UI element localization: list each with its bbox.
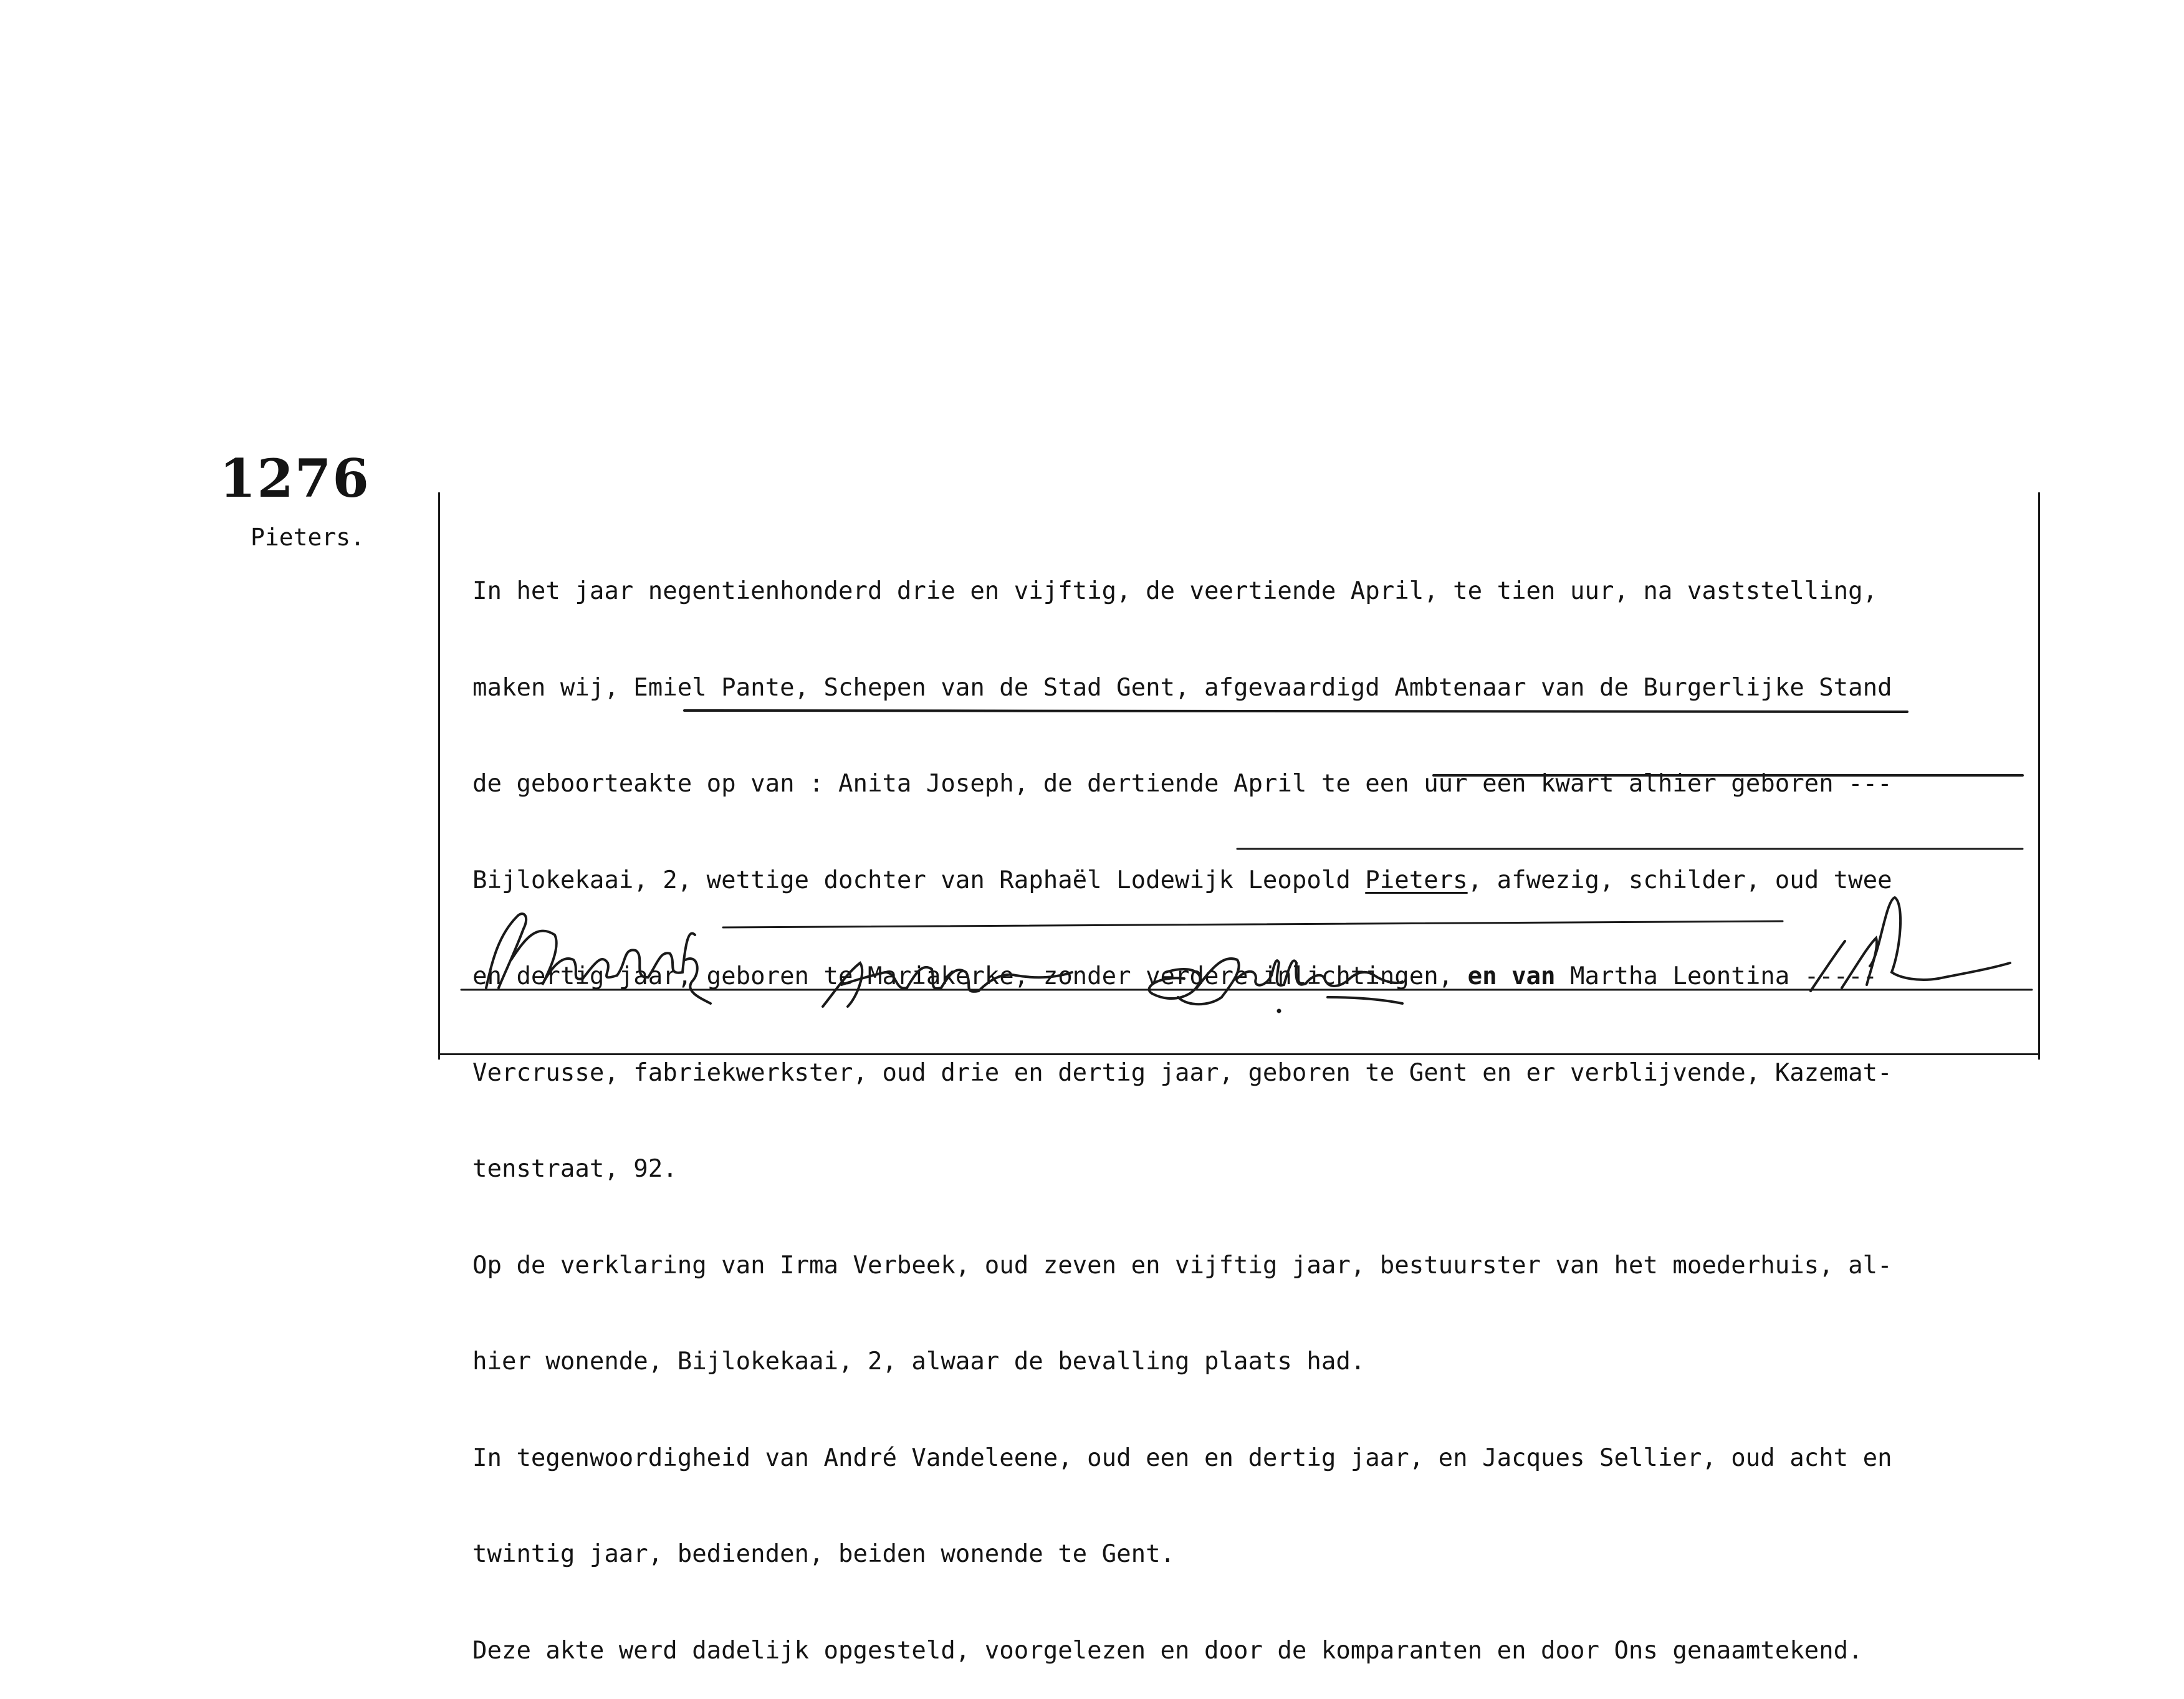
underlined-surname: Pieters	[1365, 866, 1468, 894]
text-line: maken wij, Emiel Pante, Schepen van de Stad Gent, afgevaardigd Ambtenaar van de Burgerlijke Stand	[472, 673, 1892, 702]
text-line: Vercrusse, fabriekwerkster, oud drie en dertig jaar, geboren te Gent en er verblijvende, Kazemat-	[472, 1058, 1892, 1087]
text-segment: Bijlokekaai, 2, wettige dochter van Raphaël Lodewijk Leopold	[472, 866, 1366, 894]
text-segment: Martha Leontina -----	[1555, 962, 1878, 990]
text-segment: en dertig jaar, geboren te Mariakerke, zonder verdere inlichtingen,	[472, 962, 1468, 990]
signature-vandeleene	[823, 963, 1072, 1007]
text-line: Deze akte werd dadelijk opgesteld, voorgelezen en door de komparanten en door Ons genaamtekend.	[472, 1636, 1863, 1665]
signature-pante	[1811, 897, 2010, 991]
text-line: de geboorteakte op van : Anita Joseph, de dertiende April te een uur een kwart alhier geboren ---	[472, 770, 1892, 798]
text-line: Op de verklaring van Irma Verbeek, oud zeven en vijftig jaar, bestuurster van het moederhuis, al-	[472, 1251, 1892, 1280]
bold-text-segment: en van	[1467, 962, 1556, 990]
text-line: In het jaar negentienhonderd drie en vijftig, de veertiende April, te tien uur, na vaststelling,	[472, 577, 1878, 605]
text-segment: , afwezig, schilder, oud twee	[1467, 866, 1892, 894]
record-number: 1276	[219, 447, 370, 509]
signature-sellier	[1149, 959, 1402, 1012]
filler-dash-line	[684, 711, 1907, 712]
text-line: In tegenwoordigheid van André Vandeleene, oud een en dertig jaar, en Jacques Sellier, oud acht en	[472, 1443, 1892, 1472]
text-line: tenstraat, 92.	[472, 1155, 678, 1183]
text-line: hier wonende, Bijlokekaai, 2, alwaar de bevalling plaats had.	[472, 1347, 1366, 1376]
text-line: twintig jaar, bedienden, beiden wonende te Gent.	[472, 1540, 1176, 1568]
record-surname: Pieters.	[251, 524, 365, 551]
signature-top-rule	[723, 921, 1783, 927]
